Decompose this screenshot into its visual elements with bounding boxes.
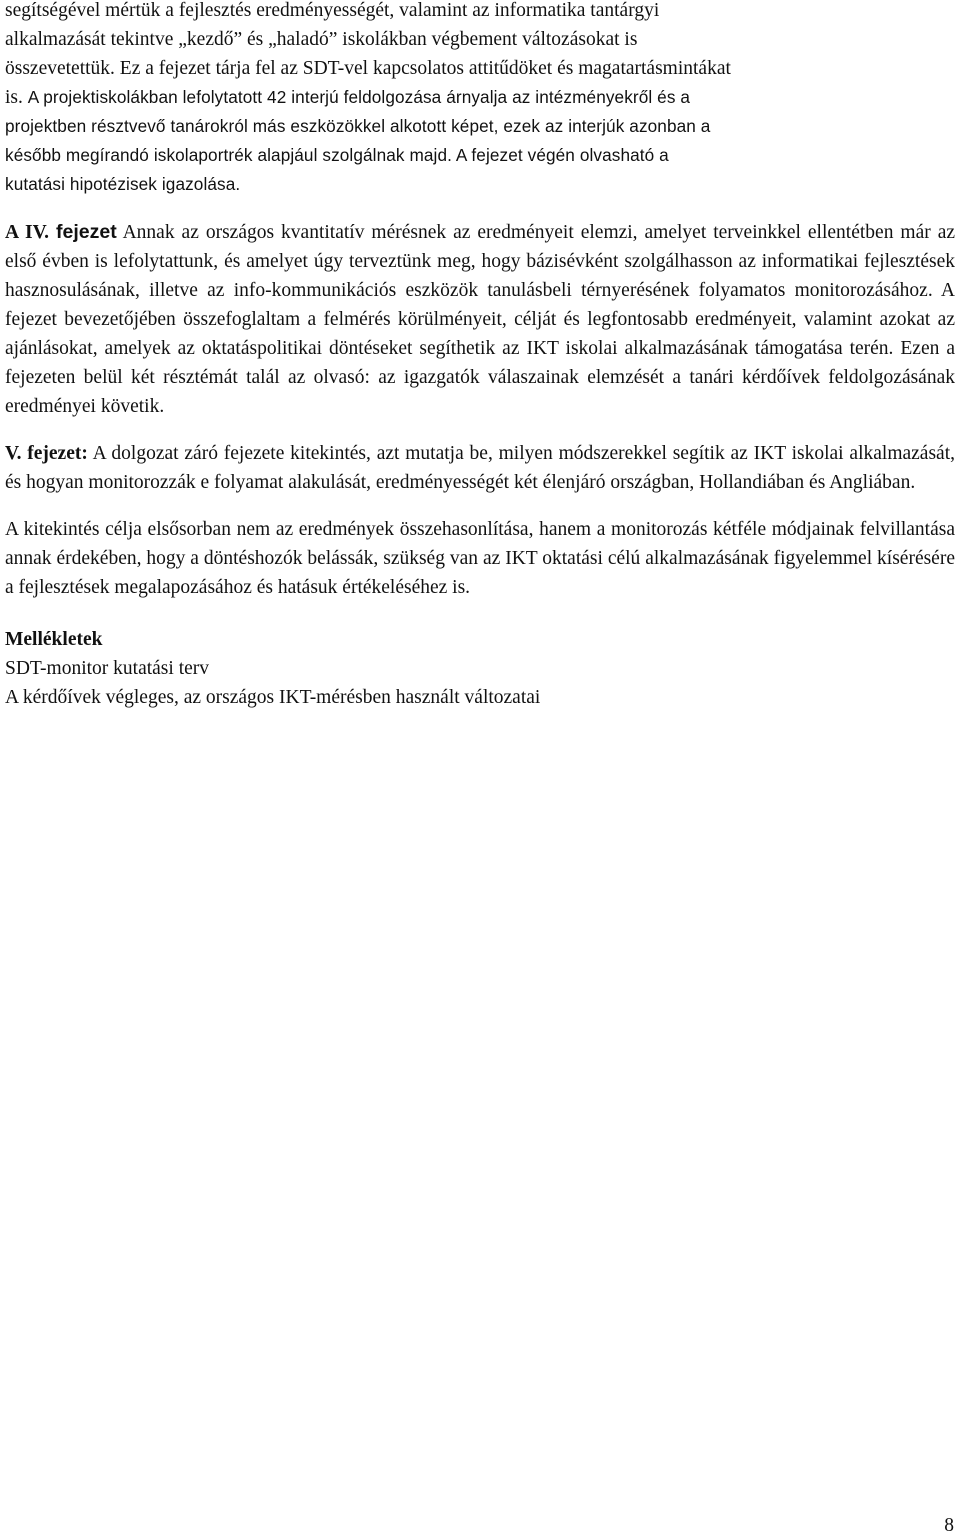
- document-page: [5, 0, 955, 712]
- page-number: 8: [944, 1515, 954, 1536]
- intro-line-4-serif: is.: [5, 87, 28, 108]
- chapter-4-paragraph: [5, 218, 955, 421]
- intro-line-4-sans: A projektiskolákban lefolytatott 42 interjú feldolgozása árnyalja az intézményekről és a: [27, 87, 691, 107]
- intro-paragraph: [5, 0, 955, 199]
- chapter-4-label-b: fejezet: [56, 221, 117, 243]
- intro-line-2: alkalmazását tekintve „kezdő” és „haladó” iskolákban végbement változásokat is: [5, 29, 638, 50]
- outlook-paragraph: A kitekintés célja elsősorban nem az eredmények összehasonlítása, hanem a monitorozás kétféle módjainak felvillantása annak érdekében, hogy a döntéshozók belássák, szükség van az IKT oktatási célú alkalmazásának figyelemmel kísérésére a fejlesztések megalapozásához és hatásuk értékeléséhez is.: [5, 519, 955, 598]
- chapter-5-paragraph: [5, 439, 955, 497]
- intro-line-4: [5, 83, 955, 112]
- intro-line-1: segítségével mértük a fejlesztés eredményességét, valamint az informatika tantárgyi: [5, 0, 660, 21]
- chapter-4-label-a: A IV.: [5, 222, 50, 243]
- appendices-heading: Mellékletek: [5, 629, 103, 650]
- appendix-item: SDT-monitor kutatási terv: [5, 658, 210, 679]
- chapter-5-label: V. fejezet:: [5, 443, 88, 464]
- intro-line-3: összevetettük. Ez a fejezet tárja fel az SDT-vel kapcsolatos attitűdöket és magatartásmintákat: [5, 58, 731, 79]
- chapter-5-text: A dolgozat záró fejezete kitekintés, azt mutatja be, milyen módszerekkel segítik az IKT iskolai alkalmazását, és hogyan monitorozzák e folyamat alakulását, eredményességét két élenjáró országban, Hollandiában és Angliában.: [5, 443, 955, 493]
- intro-line-5: projektben résztvevő tanárokról más eszközökkel alkotott képet, ezek az interjúk azonban a: [5, 116, 711, 136]
- appendix-item: A kérdőívek végleges, az országos IKT-mérésben használt változatai: [5, 687, 541, 708]
- intro-line-7: kutatási hipotézisek igazolása.: [5, 174, 241, 194]
- chapter-4-text: Annak az országos kvantitatív mérésnek az eredményeit elemzi, amelyet terveinkkel ellentétben már az első évben is lefolytattunk, és amelyet úgy terveztünk meg, hogy bázisévként szolgálhasson az informatikai fejlesztések hasznosulásának, illetve az info-kommunikációs eszközök tanulásbeli térnyerésének folyamatos monitorozásához. A fejezet bevezetőjében összefoglaltam a felmérés körülményeit, célját és legfontosabb eredményeit, valamint azokat az ajánlásokat, amelyek az oktatáspolitikai döntéseket segíthetik az IKT iskolai alkalmazásának támogatása terén. Ezen a fejezeten belül két résztémát talál az olvasó: az igazgatók válaszainak elemzését a tanári kérdőívek feldolgozásának eredményei követik.: [5, 222, 956, 417]
- appendices-section: [5, 625, 955, 712]
- intro-line-6: később megírandó iskolaportrék alapjául szolgálnak majd. A fejezet végén olvasható a: [5, 145, 669, 165]
